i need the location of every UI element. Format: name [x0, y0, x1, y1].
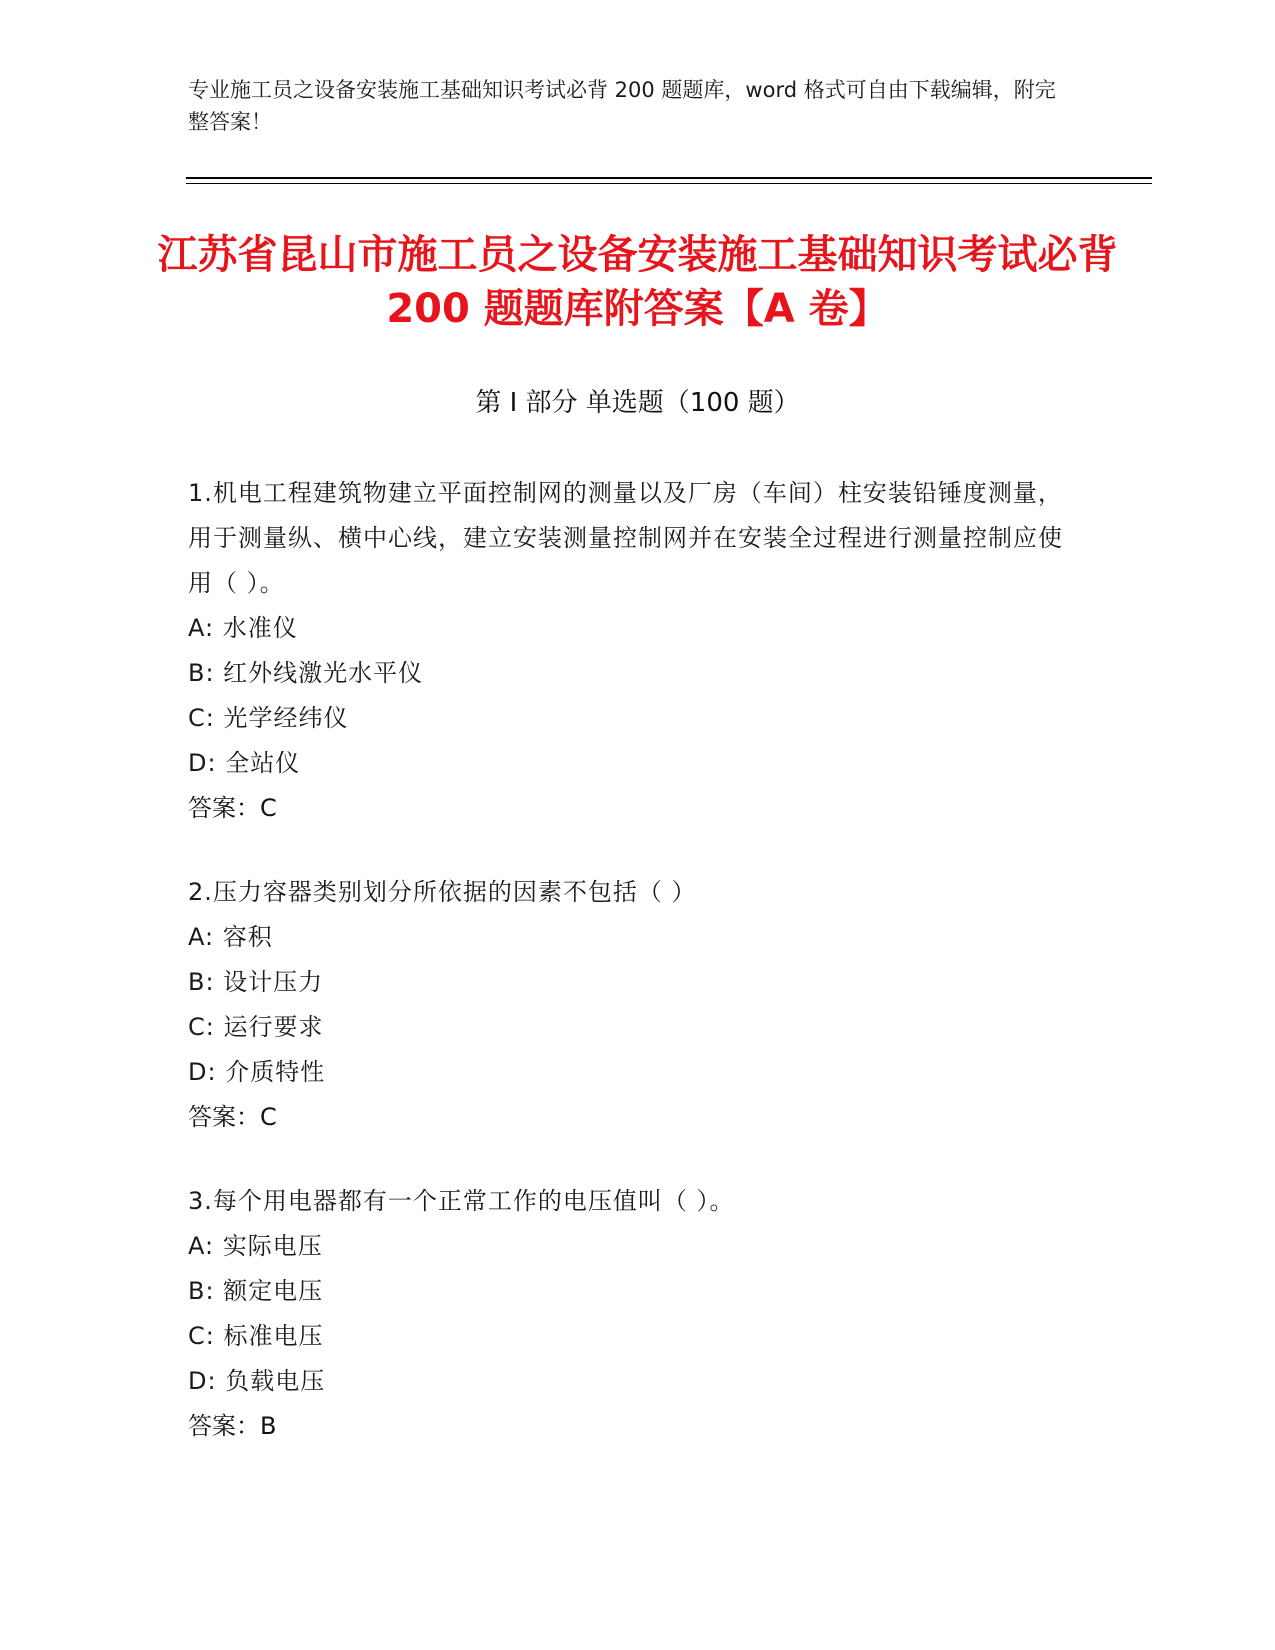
question-2 [188, 870, 1068, 1140]
document-title: 江苏省昆山市施工员之设备安装施工基础知识考试必背 200 题题库附答案【A 卷】 [157, 232, 1118, 332]
question-stem: 2.压力容器类别划分所依据的因素不包括（ ） [188, 878, 697, 906]
question-list [188, 471, 1068, 1488]
answer: 答案：C [188, 1103, 277, 1131]
question-stem: 1.机电工程建筑物建立平面控制网的测量以及厂房（车间）柱安装铅锤度测量，用于测量纵、横中心线，建立安装测量控制网并在安装全过程进行测量控制应使用（ ）。 [188, 479, 1063, 597]
question-1 [188, 471, 1068, 831]
option-b: B: 红外线激光水平仪 [188, 659, 424, 687]
option-c: C: 标准电压 [188, 1322, 324, 1350]
question-3 [188, 1179, 1068, 1449]
option-d: D: 负载电压 [188, 1367, 326, 1395]
option-d: D: 介质特性 [188, 1058, 326, 1086]
option-d: D: 全站仪 [188, 749, 301, 777]
section-title: 第 I 部分 单选题（100 题） [475, 388, 800, 418]
answer: 答案：C [188, 794, 277, 822]
option-a: A: 水准仪 [188, 614, 298, 642]
option-a: A: 容积 [188, 923, 273, 951]
option-c: C: 运行要求 [188, 1013, 324, 1041]
header-divider-thin [186, 183, 1152, 184]
header-note: 专业施工员之设备安装施工基础知识考试必背 200 题题库，word 格式可自由下载编辑，附完整答案！ [188, 78, 1056, 134]
option-a: A: 实际电压 [188, 1232, 323, 1260]
answer: 答案：B [188, 1412, 277, 1440]
option-c: C: 光学经纬仪 [188, 704, 349, 732]
option-b: B: 额定电压 [188, 1277, 324, 1305]
header-divider-thick [186, 177, 1152, 179]
question-stem: 3.每个用电器都有一个正常工作的电压值叫（ ）。 [188, 1187, 735, 1215]
option-b: B: 设计压力 [188, 968, 324, 996]
